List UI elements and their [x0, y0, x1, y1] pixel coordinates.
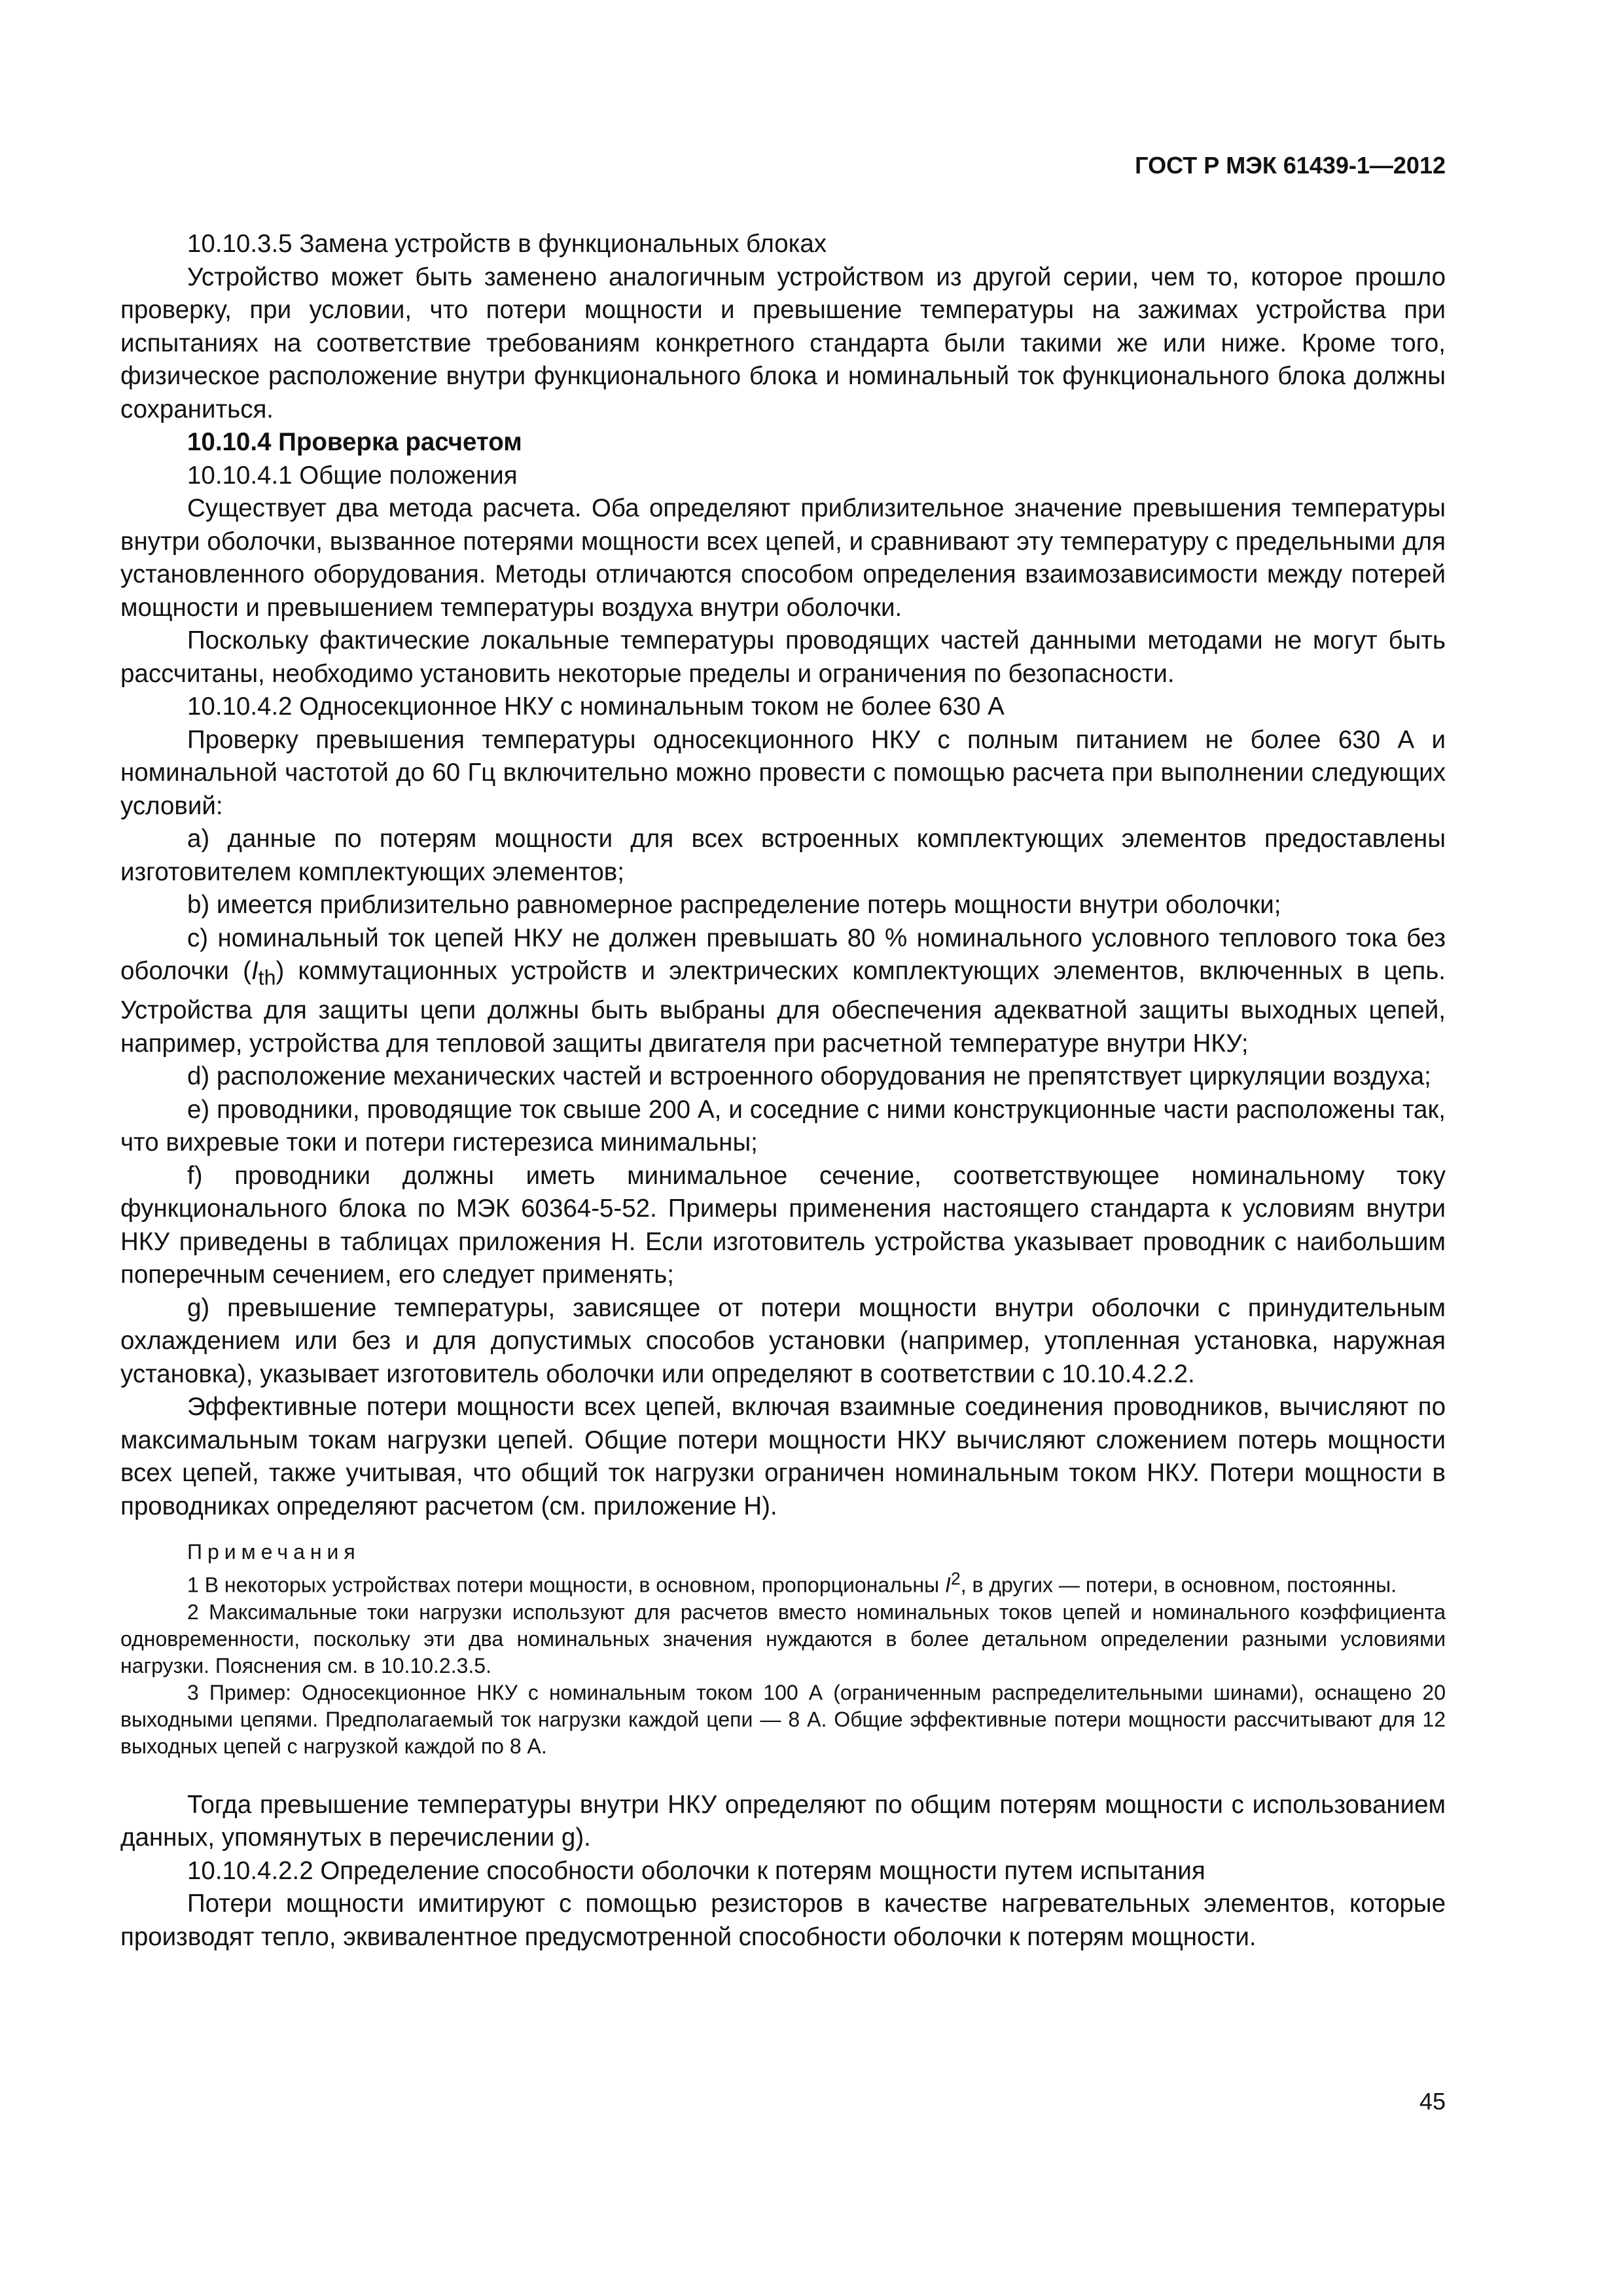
document-header: ГОСТ Р МЭК 61439-1—2012 — [1135, 152, 1446, 179]
condition-c-text-end: ) коммутационных устройств и электрических комплектующих элементов, включенных в цепь. Устройства для защиты цепи должны быть выбраны для обеспечения адекватной защиты выходных цепей, например, устройства для тепловой защиты двигателя при расчетной температуре внутри НКУ; — [120, 957, 1446, 1058]
condition-item-f: f) проводники должны иметь минимальное сечение, соответствующее номинальному току функционального блока по МЭК 60364-5-52. Примеры применения настоящего стандарта к условиям внутри НКУ приведены в таблицах приложения Н. Если изготовитель устройства указывает проводник с наибольшим поперечным сечением, его следует применять; — [120, 1161, 1446, 1289]
current-exponent: 2 — [950, 1569, 961, 1589]
note-item — [120, 1566, 1446, 1599]
page-content — [120, 228, 1446, 1954]
note-item: 2 Максимальные токи нагрузки используют для расчетов вместо номинальных токов цепей и номинального коэффициента одновременности, поскольку эти два номинальных значения нуждаются в более детальном определении разными условиями нагрузки. Пояснения см. в 10.10.2.3.5. — [120, 1600, 1446, 1677]
section-10-10-4-1-paragraph: Существует два метода расчета. Оба определяют приблизительное значение превышения температуры внутри оболочки, вызванное потерями мощности всех цепей, и сравнивают эту температуру с предельными для установленного оборудования. Методы отличаются способом определения взаимозависимости между потерей мощности и превышением температуры воздуха внутри оболочки. — [120, 494, 1446, 622]
page-number: 45 — [1419, 2088, 1446, 2115]
note-item: 3 Пример: Односекционное НКУ с номинальным током 100 А (ограниченным распределительными шинами), оснащено 20 выходными цепями. Предполагаемый ток нагрузки каждой цепи — 8 А. Общие эффективные потери мощности рассчитывают для 12 выходных цепей с нагрузкой каждой по 8 А. — [120, 1680, 1446, 1758]
then-paragraph: Тогда превышение температуры внутри НКУ определяют по общим потерям мощности с использованием данных, упомянутых в перечислении g). — [120, 1790, 1446, 1852]
section-10-10-4-2-intro: Проверку превышения температуры односекционного НКУ с полным питанием не более 630 А и номинальной частотой до 60 Гц включительно можно провести с помощью расчета при выполнении следующих условий: — [120, 725, 1446, 820]
condition-item-b: b) имеется приблизительно равномерное распределение потерь мощности внутри оболочки; — [187, 891, 1281, 919]
section-10-10-4-1-title: 10.10.4.1 Общие положения — [187, 461, 518, 490]
thermal-current-symbol: I — [251, 957, 259, 985]
note-1-text-start: 1 В некоторых устройствах потери мощности, в основном, пропорциональны — [187, 1573, 945, 1597]
section-10-10-3-5-text: Устройство может быть заменено аналогичным устройством из другой серии, чем то, которое прошло проверку, при условии, что потери мощности и превышение температуры на зажимах устройства при испытаниях на соответствие требованиям конкретного стандарта были такими же или ниже. Кроме того, физическое расположение внутри функционального блока и номинальный ток функционального блока должны сохраниться. — [120, 262, 1446, 423]
note-1-text-end: , в других — потери, в основном, постоянны. — [960, 1573, 1397, 1597]
thermal-current-subscript: th — [258, 965, 276, 990]
section-10-10-4-2-2-text: Потери мощности имитируют с помощью резисторов в качестве нагревательных элементов, которые производят тепло, эквивалентное предусмотренной способности оболочки к потерям мощности. — [120, 1890, 1446, 1951]
condition-item-a: a) данные по потерям мощности для всех встроенных комплектующих элементов предоставлены изготовителем комплектующих элементов; — [120, 825, 1446, 886]
condition-item-e: e) проводники, проводящие ток свыше 200 А, и соседние с ними конструкционные части расположены так, что вихревые токи и потери гистерезиса минимальны; — [120, 1095, 1446, 1157]
condition-item-c — [120, 922, 1446, 1061]
condition-item-d: d) расположение механических частей и встроенного оборудования не препятствует циркуляции воздуха; — [187, 1062, 1431, 1091]
condition-c-text-start: c) номинальный ток цепей НКУ не должен превышать 80 % номинального условного теплового тока без оболочки ( — [120, 924, 1446, 985]
section-10-10-4-1-paragraph: Поскольку фактические локальные температуры проводящих частей данными методами не могут быть рассчитаны, необходимо установить некоторые пределы и ограничения по безопасности. — [120, 626, 1446, 688]
effective-losses-paragraph: Эффективные потери мощности всех цепей, включая взаимные соединения проводников, вычисляют по максимальным токам нагрузки цепей. Общие потери мощности НКУ вычисляют сложением потерь мощности всех цепей, также учитывая, что общий ток нагрузки ограничен номинальным током НКУ. Потери мощности в проводниках определяют расчетом (см. приложение Н). — [120, 1393, 1446, 1520]
notes-block — [120, 1539, 1446, 1760]
notes-title: Примечания — [187, 1540, 361, 1564]
section-10-10-4-2-2-title: 10.10.4.2.2 Определение способности оболочки к потерям мощности путем испытания — [187, 1856, 1205, 1885]
condition-item-g: g) превышение температуры, зависящее от потери мощности внутри оболочки с принудительным охлаждением или без и для допустимых способов установки (например, утопленная установка, наружная установка), указывает изготовитель оболочки или определяют в соответствии с 10.10.4.2.2. — [120, 1293, 1446, 1388]
section-10-10-4-title: 10.10.4 Проверка расчетом — [187, 428, 522, 456]
section-10-10-4-2-title: 10.10.4.2 Односекционное НКУ с номинальным током не более 630 А — [187, 692, 1005, 721]
section-10-10-3-5-title: 10.10.3.5 Замена устройств в функциональных блоках — [187, 230, 827, 258]
current-symbol: I — [944, 1573, 951, 1597]
